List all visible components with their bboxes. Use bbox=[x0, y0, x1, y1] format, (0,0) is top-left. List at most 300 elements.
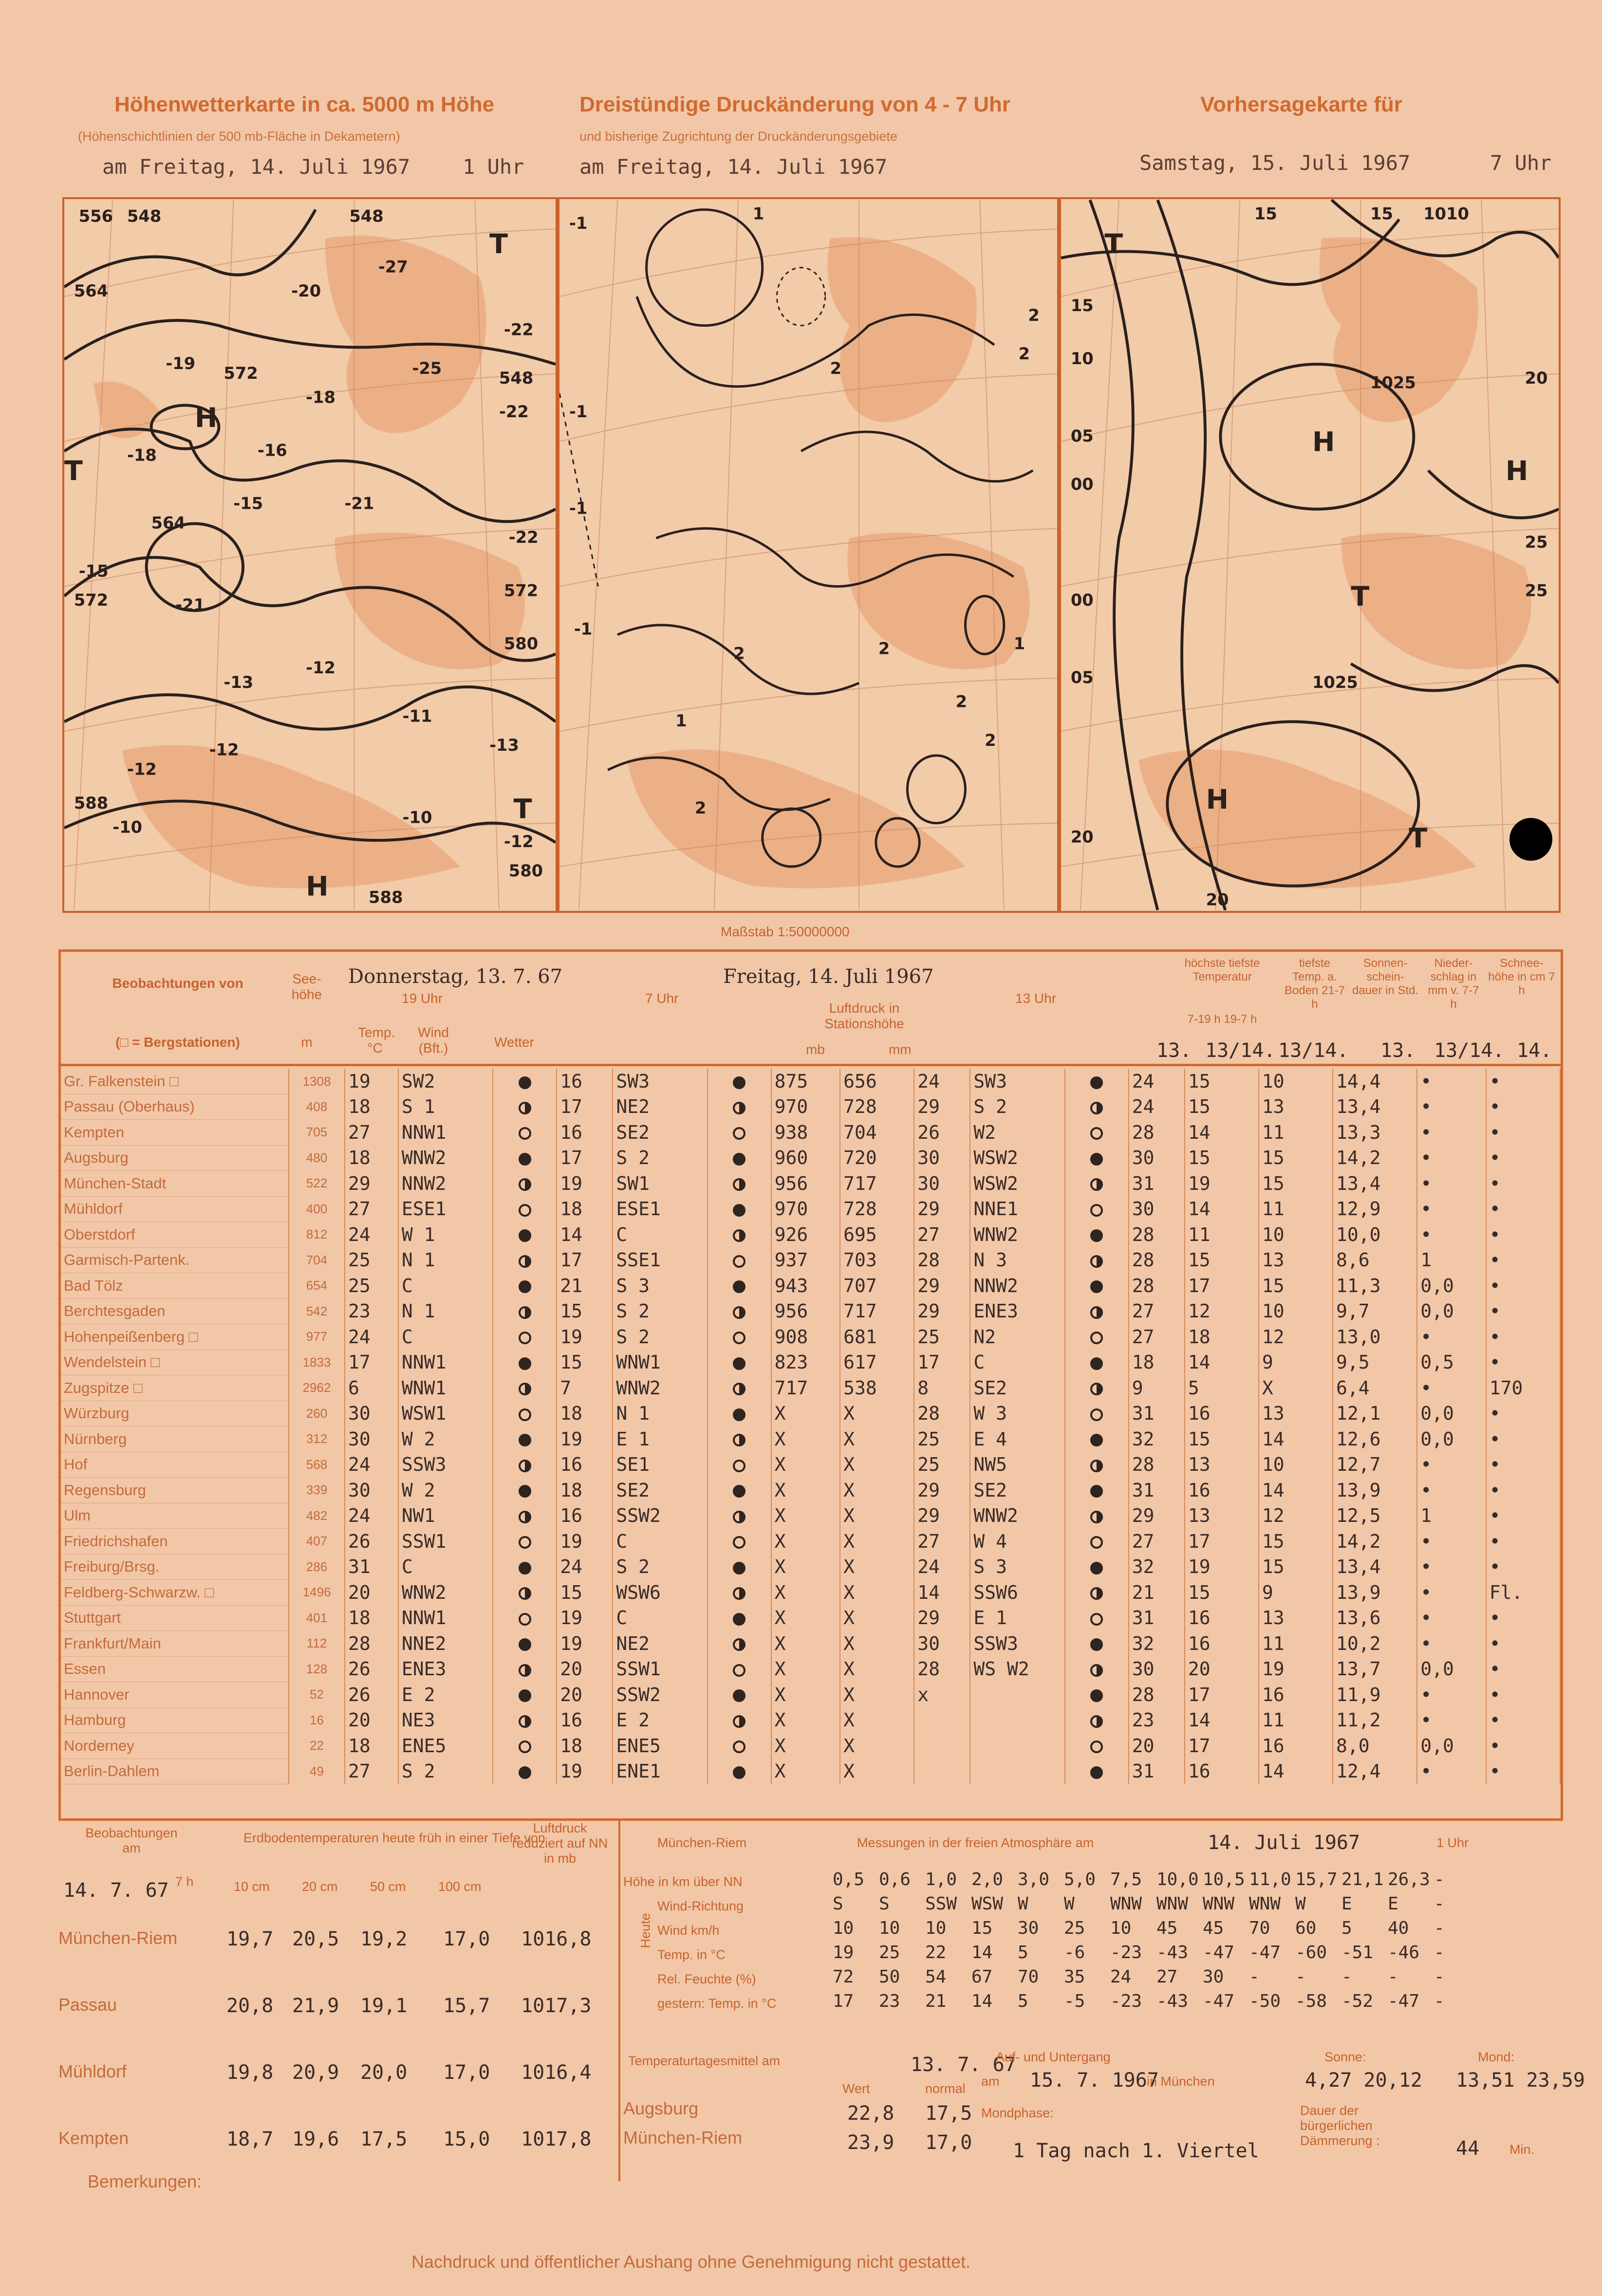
obs-sunshine: 13,7 bbox=[1333, 1656, 1417, 1682]
obs-thu-weather bbox=[493, 1350, 557, 1375]
obs-13-temp: 29 bbox=[914, 1094, 970, 1120]
weather-symbol-icon bbox=[519, 1434, 531, 1446]
obs-7-temp: 19 bbox=[557, 1631, 613, 1657]
obs-13-wind: W 4 bbox=[970, 1529, 1064, 1555]
aero-side-label: Heute bbox=[638, 1913, 653, 1948]
aero-yesterday-temp: -52 bbox=[1341, 1991, 1374, 2011]
obs-13-wind: WNW2 bbox=[970, 1503, 1064, 1529]
obs-thu-temp: 30 bbox=[345, 1478, 398, 1503]
obs-thu-weather bbox=[493, 1733, 557, 1759]
obs-head-mb: mb bbox=[806, 1042, 825, 1057]
obs-thu-wind: NNW2 bbox=[398, 1171, 493, 1197]
aero-yesterday-temp: -23 bbox=[1110, 1991, 1142, 2011]
obs-mm: 704 bbox=[840, 1120, 914, 1146]
aero-humidity: 67 bbox=[971, 1967, 993, 1987]
obs-snow: • bbox=[1486, 1529, 1560, 1555]
obs-min: 16 bbox=[1185, 1759, 1259, 1784]
map1-label: 564 bbox=[74, 281, 109, 301]
aero-yesterday-temp: -47 bbox=[1388, 1991, 1420, 2011]
aero-row-label: Rel. Feuchte (%) bbox=[657, 1972, 756, 1986]
weather-symbol-icon bbox=[1090, 1562, 1103, 1574]
obs-min: 11 bbox=[1185, 1222, 1259, 1248]
map1-label: -20 bbox=[291, 281, 321, 301]
weather-symbol-icon bbox=[1090, 1332, 1103, 1344]
obs-thu-wind: N 1 bbox=[398, 1247, 493, 1273]
map1-label: 548 bbox=[349, 206, 384, 226]
obs-max: 31 bbox=[1129, 1401, 1185, 1426]
aero-humidity: 27 bbox=[1156, 1967, 1178, 1987]
aero-height: 7,5 bbox=[1110, 1870, 1142, 1889]
obs-7-weather bbox=[708, 1069, 771, 1094]
soil-head-time: 7 h bbox=[175, 1874, 194, 1889]
obs-thu-weather bbox=[493, 1656, 557, 1682]
aero-wind-dir: E bbox=[1341, 1894, 1352, 1914]
obs-max: 31 bbox=[1129, 1759, 1185, 1784]
map2-label: 2 bbox=[878, 639, 890, 658]
obs-station: Norderney bbox=[61, 1733, 289, 1759]
soil-value: 19,7 bbox=[226, 1928, 274, 1950]
obs-head-sonne: Sonnen- schein- dauer in Std. bbox=[1352, 957, 1419, 997]
soil-value: 17,0 bbox=[443, 1928, 490, 1950]
weather-symbol-icon bbox=[733, 1127, 745, 1140]
obs-sunshine: 13,4 bbox=[1333, 1171, 1417, 1197]
obs-mm: 720 bbox=[840, 1145, 914, 1171]
obs-head-7uhr: 7 Uhr bbox=[645, 991, 679, 1006]
obs-7-wind: S 3 bbox=[613, 1273, 707, 1299]
obs-thu-wind: W 2 bbox=[398, 1426, 493, 1452]
obs-mb: X bbox=[771, 1707, 840, 1733]
obs-thu-wind: NNW1 bbox=[398, 1605, 493, 1631]
obs-station: Hannover bbox=[61, 1682, 289, 1708]
map1-label: T bbox=[489, 228, 508, 260]
obs-snow: Fl. bbox=[1486, 1580, 1560, 1606]
obs-snow: • bbox=[1486, 1426, 1560, 1452]
obs-precip: • bbox=[1417, 1580, 1486, 1606]
tagesmittel-label: Temperaturtagesmittel am bbox=[628, 2054, 781, 2068]
obs-13-wind: SSW3 bbox=[970, 1631, 1064, 1657]
obs-min: 19 bbox=[1185, 1554, 1259, 1580]
obs-7-weather bbox=[708, 1707, 771, 1733]
map3-label: 00 bbox=[1070, 475, 1094, 494]
obs-elevation: 480 bbox=[289, 1145, 345, 1171]
obs-mm: X bbox=[840, 1580, 914, 1606]
aero-yesterday-temp: 5 bbox=[1018, 1991, 1028, 2011]
obs-precip: 0,0 bbox=[1417, 1656, 1486, 1682]
obs-thu-wind: ENE3 bbox=[398, 1656, 493, 1682]
aero-temp: -46 bbox=[1388, 1943, 1420, 1963]
obs-head-d3: 13/14. bbox=[1278, 1039, 1349, 1062]
map1-label: 548 bbox=[499, 368, 534, 388]
obs-7-temp: 18 bbox=[557, 1401, 613, 1426]
obs-mm: X bbox=[840, 1478, 914, 1503]
obs-13-wind: NNW2 bbox=[970, 1273, 1064, 1299]
map-forecast bbox=[1059, 197, 1561, 913]
obs-thu-wind: NW1 bbox=[398, 1503, 493, 1529]
obs-head-temp: Temp. °C bbox=[358, 1025, 395, 1055]
weather-symbol-icon bbox=[733, 1178, 745, 1191]
obs-7-weather bbox=[708, 1503, 771, 1529]
obs-13-wind: WSW2 bbox=[970, 1171, 1064, 1197]
obs-thu-temp: 27 bbox=[345, 1759, 398, 1784]
obs-thu-wind: WNW2 bbox=[398, 1145, 493, 1171]
obs-thu-temp: 19 bbox=[345, 1069, 398, 1094]
obs-min: 17 bbox=[1185, 1682, 1259, 1708]
obs-head-thu-time: 19 Uhr bbox=[402, 991, 443, 1006]
mondphase-label: Mondphase: bbox=[981, 2106, 1054, 2120]
obs-13-temp: 27 bbox=[914, 1529, 970, 1555]
obs-row bbox=[61, 1196, 1560, 1222]
obs-13-weather bbox=[1065, 1069, 1129, 1094]
obs-13-temp: 25 bbox=[914, 1426, 970, 1452]
map1-label: H bbox=[194, 402, 218, 434]
obs-head-d6: 14. bbox=[1517, 1039, 1552, 1062]
obs-7-temp: 18 bbox=[557, 1733, 613, 1759]
aero-yesterday-temp: - bbox=[1434, 1991, 1445, 2011]
obs-13-weather bbox=[1065, 1222, 1129, 1248]
soil-value: 19,1 bbox=[360, 1995, 408, 2017]
obs-precip: • bbox=[1417, 1145, 1486, 1171]
obs-7-temp: 19 bbox=[557, 1171, 613, 1197]
obs-thu-temp: 24 bbox=[345, 1222, 398, 1248]
weather-symbol-icon bbox=[733, 1255, 745, 1268]
obs-ground-min: 10 bbox=[1259, 1452, 1333, 1478]
map1-label: 548 bbox=[127, 206, 162, 226]
obs-sunshine: 11,2 bbox=[1333, 1707, 1417, 1733]
map2-label: 2 bbox=[955, 692, 968, 711]
obs-thu-weather bbox=[493, 1478, 557, 1503]
aero-humidity: - bbox=[1295, 1967, 1306, 1987]
obs-13-weather bbox=[1065, 1120, 1129, 1146]
obs-elevation: 812 bbox=[289, 1222, 345, 1248]
obs-13-temp: 29 bbox=[914, 1196, 970, 1222]
weather-symbol-icon bbox=[1090, 1127, 1103, 1140]
obs-13-wind: W 3 bbox=[970, 1401, 1064, 1426]
obs-7-weather bbox=[708, 1529, 771, 1555]
obs-ground-min: 14 bbox=[1259, 1426, 1333, 1452]
soil-head-beob: Beobachtungen am bbox=[85, 1826, 178, 1855]
weather-symbol-icon bbox=[1090, 1511, 1103, 1523]
obs-thu-wind: C bbox=[398, 1324, 493, 1350]
obs-13-wind: SE2 bbox=[970, 1478, 1064, 1503]
map3-label: H bbox=[1312, 426, 1335, 458]
weather-symbol-icon bbox=[733, 1434, 745, 1446]
obs-thu-temp: 18 bbox=[345, 1605, 398, 1631]
aero-wind-speed: 5 bbox=[1341, 1918, 1352, 1938]
aero-yesterday-temp: -58 bbox=[1295, 1991, 1327, 2011]
obs-thu-weather bbox=[493, 1120, 557, 1146]
weather-symbol-icon bbox=[1090, 1178, 1103, 1191]
obs-sunshine: 12,5 bbox=[1333, 1503, 1417, 1529]
obs-13-wind bbox=[970, 1682, 1064, 1708]
obs-max: 28 bbox=[1129, 1222, 1185, 1248]
soil-value: 15,7 bbox=[443, 1995, 490, 2017]
obs-head-d4: 13. bbox=[1380, 1039, 1416, 1062]
obs-elevation: 705 bbox=[289, 1120, 345, 1146]
obs-sunshine: 12,1 bbox=[1333, 1401, 1417, 1426]
obs-13-temp: 29 bbox=[914, 1605, 970, 1631]
obs-7-wind: S 2 bbox=[613, 1554, 707, 1580]
obs-max: 29 bbox=[1129, 1503, 1185, 1529]
aero-time: 1 Uhr bbox=[1436, 1835, 1469, 1850]
map3-label: H bbox=[1206, 783, 1229, 815]
obs-thu-weather bbox=[493, 1401, 557, 1426]
map3-label: 00 bbox=[1070, 591, 1094, 610]
obs-elevation: 2962 bbox=[289, 1375, 345, 1401]
obs-7-weather bbox=[708, 1350, 771, 1375]
obs-mm: X bbox=[840, 1401, 914, 1426]
weather-symbol-icon bbox=[519, 1741, 531, 1753]
obs-max: 30 bbox=[1129, 1656, 1185, 1682]
obs-sunshine: 12,9 bbox=[1333, 1196, 1417, 1222]
obs-precip: 1 bbox=[1417, 1247, 1486, 1273]
obs-row bbox=[61, 1503, 1560, 1529]
aero-row-label: Wind-Richtung bbox=[657, 1899, 744, 1913]
obs-max: 27 bbox=[1129, 1529, 1185, 1555]
obs-ground-min: 11 bbox=[1259, 1631, 1333, 1657]
obs-snow: • bbox=[1486, 1503, 1560, 1529]
aero-wind-speed: 45 bbox=[1156, 1918, 1178, 1938]
obs-head-wind: Wind (Bft.) bbox=[418, 1025, 449, 1055]
weather-symbol-icon bbox=[733, 1408, 745, 1421]
obs-min: 20 bbox=[1185, 1656, 1259, 1682]
map3-label: 25 bbox=[1525, 581, 1548, 600]
obs-mm: 707 bbox=[840, 1273, 914, 1299]
obs-min: 12 bbox=[1185, 1298, 1259, 1324]
obs-sunshine: 12,7 bbox=[1333, 1452, 1417, 1478]
obs-7-temp: 15 bbox=[557, 1350, 613, 1375]
obs-row bbox=[61, 1298, 1560, 1324]
obs-7-wind: SSW2 bbox=[613, 1682, 707, 1708]
weather-symbol-icon bbox=[519, 1689, 531, 1702]
obs-13-temp: 30 bbox=[914, 1171, 970, 1197]
weather-symbol-icon bbox=[733, 1587, 745, 1600]
obs-min: 15 bbox=[1185, 1247, 1259, 1273]
aero-height: 21,1 bbox=[1341, 1870, 1384, 1889]
obs-precip: • bbox=[1417, 1196, 1486, 1222]
obs-head-hoechst-sub: 7-19 h 19-7 h bbox=[1187, 1013, 1257, 1026]
obs-13-temp: 29 bbox=[914, 1273, 970, 1299]
obs-7-wind: C bbox=[613, 1605, 707, 1631]
obs-snow: • bbox=[1486, 1171, 1560, 1197]
weather-symbol-icon bbox=[733, 1536, 745, 1549]
aero-yesterday-temp: -43 bbox=[1156, 1991, 1189, 2011]
aero-wind-dir: WNW bbox=[1156, 1894, 1189, 1914]
obs-ground-min: 10 bbox=[1259, 1222, 1333, 1248]
obs-7-wind: WSW6 bbox=[613, 1580, 707, 1606]
obs-sunshine: 13,9 bbox=[1333, 1478, 1417, 1503]
obs-sunshine: 13,0 bbox=[1333, 1324, 1417, 1350]
obs-precip: • bbox=[1417, 1324, 1486, 1350]
obs-mm: X bbox=[840, 1707, 914, 1733]
obs-mm: X bbox=[840, 1656, 914, 1682]
map1-label: -21 bbox=[175, 595, 205, 615]
obs-elevation: 52 bbox=[289, 1682, 345, 1708]
obs-station: Passau (Oberhaus) bbox=[61, 1094, 289, 1120]
obs-thu-temp: 24 bbox=[345, 1452, 398, 1478]
obs-7-temp: 16 bbox=[557, 1120, 613, 1146]
obs-7-wind: SW3 bbox=[613, 1069, 707, 1094]
obs-7-weather bbox=[708, 1247, 771, 1273]
weather-symbol-icon bbox=[519, 1664, 531, 1677]
obs-snow: • bbox=[1486, 1094, 1560, 1120]
obs-mm: X bbox=[840, 1426, 914, 1452]
obs-station: Mühldorf bbox=[61, 1196, 289, 1222]
obs-mb: 960 bbox=[771, 1145, 840, 1171]
sonne-values: 4,27 20,12 bbox=[1305, 2069, 1422, 2092]
map1-label: 572 bbox=[224, 363, 258, 383]
obs-row bbox=[61, 1401, 1560, 1426]
aero-wind-speed: 10 bbox=[879, 1918, 900, 1938]
obs-7-weather bbox=[708, 1375, 771, 1401]
mondphase-value: 1 Tag nach 1. Viertel bbox=[1013, 2140, 1259, 2162]
weather-symbol-icon bbox=[733, 1229, 745, 1242]
aero-wind-dir: W bbox=[1018, 1894, 1028, 1914]
weather-symbol-icon bbox=[519, 1715, 531, 1728]
obs-max: 21 bbox=[1129, 1580, 1185, 1606]
map2-subtitle: und bisherige Zugrichtung der Druckänderungsgebiete bbox=[579, 129, 897, 144]
obs-snow: • bbox=[1486, 1733, 1560, 1759]
aero-yesterday-temp: -5 bbox=[1064, 1991, 1085, 2011]
obs-snow: • bbox=[1486, 1222, 1560, 1248]
obs-7-temp: 16 bbox=[557, 1452, 613, 1478]
obs-elevation: 400 bbox=[289, 1196, 345, 1222]
obs-snow: • bbox=[1486, 1298, 1560, 1324]
aero-height: - bbox=[1434, 1870, 1445, 1889]
map1-label: 572 bbox=[74, 591, 109, 610]
obs-head-hoechst: höchste tiefste Temperatur bbox=[1184, 957, 1260, 983]
obs-thu-weather bbox=[493, 1503, 557, 1529]
obs-13-weather bbox=[1065, 1247, 1129, 1273]
map3-label: 15 bbox=[1254, 204, 1277, 223]
obs-mb: 908 bbox=[771, 1324, 840, 1350]
obs-13-weather bbox=[1065, 1503, 1129, 1529]
weather-symbol-icon bbox=[733, 1102, 745, 1114]
weather-symbol-icon bbox=[1090, 1383, 1103, 1395]
obs-elevation: 407 bbox=[289, 1529, 345, 1555]
obs-snow: • bbox=[1486, 1478, 1560, 1503]
map2-label: 1 bbox=[1013, 634, 1025, 653]
obs-7-wind: WNW1 bbox=[613, 1350, 707, 1375]
obs-7-temp: 16 bbox=[557, 1069, 613, 1094]
obs-row bbox=[61, 1375, 1560, 1401]
obs-13-temp: 27 bbox=[914, 1222, 970, 1248]
obs-head-schnee: Schnee- höhe in cm 7 h bbox=[1488, 957, 1555, 997]
weather-symbol-icon bbox=[519, 1460, 531, 1472]
obs-thu-temp: 27 bbox=[345, 1120, 398, 1146]
obs-max: 32 bbox=[1129, 1631, 1185, 1657]
obs-precip: 1 bbox=[1417, 1503, 1486, 1529]
obs-elevation: 654 bbox=[289, 1273, 345, 1299]
tagesmittel-date: 13. 7. 67 bbox=[911, 2054, 1016, 2076]
obs-sunshine: 11,9 bbox=[1333, 1682, 1417, 1708]
obs-thu-temp: 26 bbox=[345, 1529, 398, 1555]
obs-ground-min: 15 bbox=[1259, 1529, 1333, 1555]
obs-7-weather bbox=[708, 1426, 771, 1452]
obs-7-wind: S 2 bbox=[613, 1298, 707, 1324]
obs-min: 16 bbox=[1185, 1401, 1259, 1426]
obs-head-tiefste: tiefste Temp. a. Boden 21-7 h bbox=[1284, 957, 1345, 1011]
obs-13-weather bbox=[1065, 1656, 1129, 1682]
aero-humidity: 24 bbox=[1110, 1967, 1132, 1987]
obs-precip: • bbox=[1417, 1631, 1486, 1657]
obs-row bbox=[61, 1529, 1560, 1555]
map3-title: Vorhersagekarte für bbox=[1200, 93, 1402, 116]
obs-thu-wind: NNW1 bbox=[398, 1120, 493, 1146]
obs-7-wind: WNW2 bbox=[613, 1375, 707, 1401]
obs-row bbox=[61, 1682, 1560, 1708]
aero-row-label: Wind km/h bbox=[657, 1923, 720, 1938]
obs-7-weather bbox=[708, 1094, 771, 1120]
map1-label: -13 bbox=[224, 672, 254, 692]
obs-precip: • bbox=[1417, 1171, 1486, 1197]
obs-max: 32 bbox=[1129, 1554, 1185, 1580]
weather-symbol-icon bbox=[519, 1485, 531, 1498]
obs-ground-min: 10 bbox=[1259, 1298, 1333, 1324]
obs-mb: X bbox=[771, 1682, 840, 1708]
soil-value: 19,8 bbox=[226, 2061, 274, 2084]
obs-row bbox=[61, 1605, 1560, 1631]
weather-symbol-icon bbox=[733, 1741, 745, 1753]
obs-head-elev: See- höhe bbox=[291, 971, 322, 1002]
obs-mm: X bbox=[840, 1631, 914, 1657]
soil-value: 20,9 bbox=[292, 2061, 339, 2084]
obs-mm: 728 bbox=[840, 1196, 914, 1222]
obs-13-wind: WNW2 bbox=[970, 1222, 1064, 1248]
obs-13-weather bbox=[1065, 1707, 1129, 1733]
aero-wind-speed: 15 bbox=[971, 1918, 993, 1938]
obs-13-weather bbox=[1065, 1478, 1129, 1503]
weather-symbol-icon bbox=[519, 1127, 531, 1140]
obs-thu-temp: 28 bbox=[345, 1631, 398, 1657]
obs-7-weather bbox=[708, 1196, 771, 1222]
aero-height: 15,7 bbox=[1295, 1870, 1338, 1889]
obs-thu-temp: 20 bbox=[345, 1580, 398, 1606]
obs-elevation: 260 bbox=[289, 1401, 345, 1426]
obs-row bbox=[61, 1554, 1560, 1580]
obs-thu-temp: 24 bbox=[345, 1503, 398, 1529]
map1-label: -15 bbox=[78, 561, 109, 581]
obs-thu-temp: 30 bbox=[345, 1426, 398, 1452]
weather-symbol-icon bbox=[1090, 1306, 1103, 1319]
obs-mm: 656 bbox=[840, 1069, 914, 1094]
weather-symbol-icon bbox=[733, 1153, 745, 1166]
aero-yesterday-temp: -50 bbox=[1249, 1991, 1281, 2011]
weather-symbol-icon bbox=[733, 1664, 745, 1677]
obs-mb: 970 bbox=[771, 1094, 840, 1120]
obs-13-temp bbox=[914, 1707, 970, 1733]
weather-symbol-icon bbox=[519, 1408, 531, 1421]
soil-value: 19,6 bbox=[292, 2128, 339, 2150]
map3-label: H bbox=[1505, 455, 1528, 487]
soil-head-date: 14. 7. 67 bbox=[63, 1879, 169, 1902]
weather-symbol-icon bbox=[1090, 1689, 1103, 1702]
obs-thu-wind: W 1 bbox=[398, 1222, 493, 1248]
soil-station: München-Riem bbox=[58, 1928, 178, 1948]
obs-7-weather bbox=[708, 1171, 771, 1197]
weather-symbol-icon bbox=[733, 1485, 745, 1498]
obs-thu-weather bbox=[493, 1452, 557, 1478]
aero-wind-dir: S bbox=[833, 1894, 843, 1914]
obs-7-temp: 24 bbox=[557, 1554, 613, 1580]
weather-symbol-icon bbox=[519, 1332, 531, 1344]
map3-label: 1025 bbox=[1312, 672, 1358, 692]
obs-max: 32 bbox=[1129, 1426, 1185, 1452]
punch-hole bbox=[1509, 818, 1552, 861]
obs-mm: X bbox=[840, 1733, 914, 1759]
obs-head-d2: 13/14. bbox=[1205, 1039, 1276, 1062]
aero-temp: -6 bbox=[1064, 1943, 1085, 1963]
obs-mb: X bbox=[771, 1426, 840, 1452]
